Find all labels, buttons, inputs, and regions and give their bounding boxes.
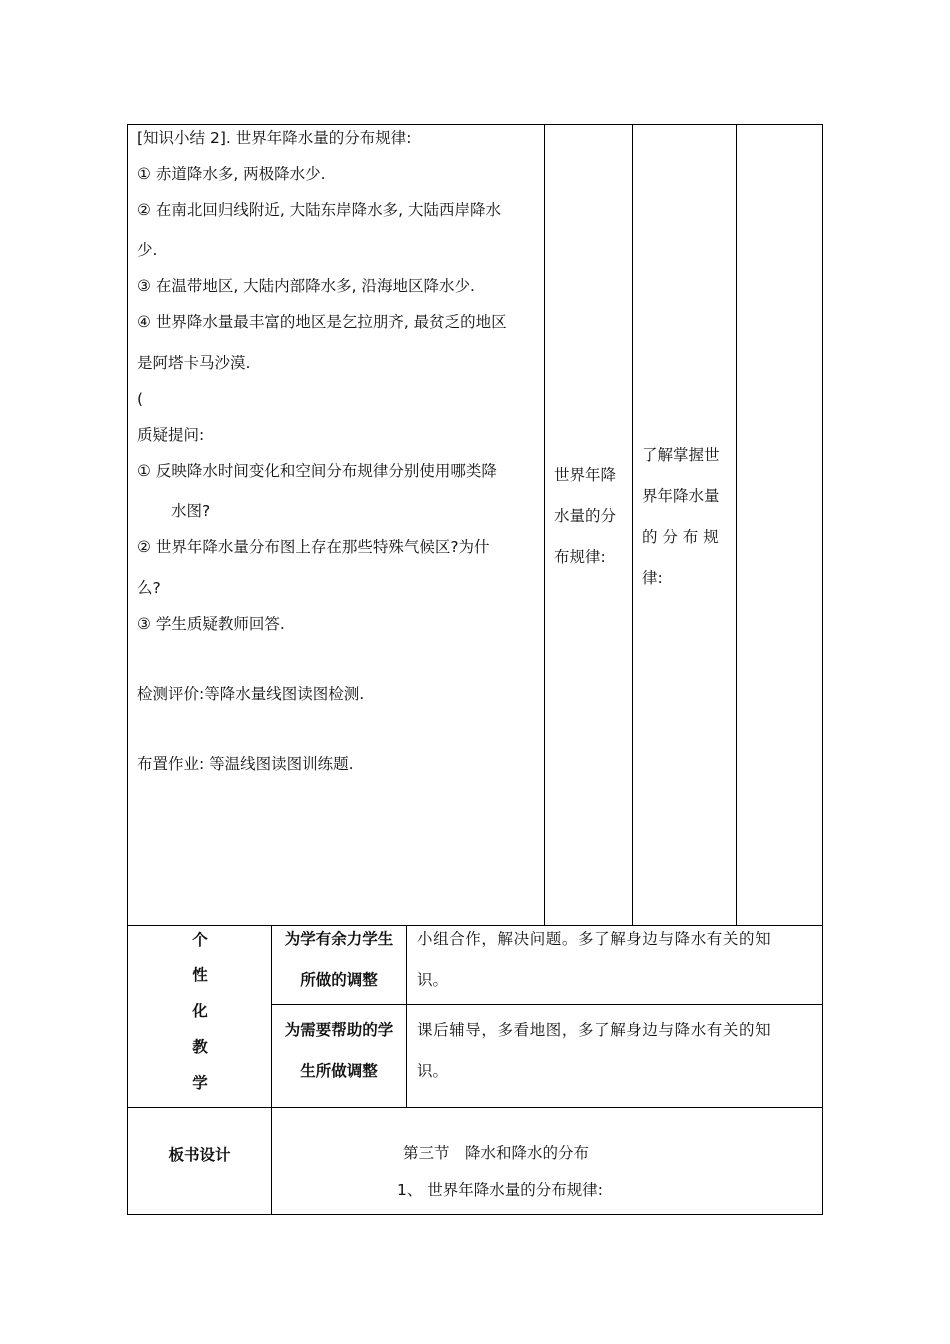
- content-column-line: 世界年降: [554, 466, 617, 484]
- content-column-line: 布规律:: [554, 548, 606, 566]
- support-students-label-cont: 生所做调整: [300, 1062, 378, 1080]
- personal-section: [127, 925, 823, 1108]
- column-divider: [544, 124, 545, 926]
- column-divider: [271, 1107, 272, 1215]
- personal-label-char: 学: [192, 1074, 208, 1092]
- evaluation-line: 检测评价:等降水量线图读图检测.: [137, 685, 365, 703]
- objective-column-line: 律:: [642, 569, 663, 587]
- personal-label-char: 性: [192, 966, 208, 984]
- board-line-point: 1、 世界年降水量的分布规律:: [397, 1181, 604, 1199]
- question-1: ① 反映降水时间变化和空间分布规律分别使用哪类降: [137, 462, 497, 480]
- question-heading: 质疑提问:: [137, 426, 205, 444]
- column-divider: [406, 925, 407, 1108]
- summary-point-2-cont: 少.: [137, 241, 158, 259]
- advanced-students-content: 小组合作，解决问题。多了解身边与降水有关的知: [417, 930, 772, 948]
- row-divider: [271, 1004, 823, 1005]
- question-3: ③ 学生质疑教师回答.: [137, 615, 285, 633]
- homework-line: 布置作业: 等温线图读图训练题.: [137, 755, 354, 773]
- content-column-line: 水量的分: [554, 507, 617, 525]
- column-divider: [632, 124, 633, 926]
- upper-table-section: [127, 124, 823, 926]
- question-2: ② 世界年降水量分布图上存在那些特殊气候区?为什: [137, 538, 490, 556]
- summary-point-1: ① 赤道降水多, 两极降水少.: [137, 165, 326, 183]
- summary-point-3: ③ 在温带地区, 大陆内部降水多, 沿海地区降水少.: [137, 277, 475, 295]
- summary-heading: [知识小结 2]. 世界年降水量的分布规律:: [137, 129, 412, 147]
- personal-label-char: 个: [192, 931, 208, 949]
- advanced-students-label: 为学有余力学生: [284, 930, 394, 948]
- support-students-content-cont: 识。: [417, 1062, 449, 1080]
- personal-label-char: 化: [192, 1002, 208, 1020]
- objective-column-line: 了解掌握世: [642, 446, 720, 464]
- column-divider: [736, 124, 737, 926]
- board-line-title: 第三节 降水和降水的分布: [403, 1144, 590, 1162]
- summary-point-4: ④ 世界降水量最丰富的地区是乞拉朋齐, 最贫乏的地区: [137, 313, 507, 331]
- summary-point-2: ② 在南北回归线附近, 大陆东岸降水多, 大陆西岸降水: [137, 201, 502, 219]
- question-2-cont: 么?: [137, 579, 161, 597]
- stray-parenthesis: (: [137, 390, 144, 408]
- support-students-label: 为需要帮助的学: [284, 1021, 394, 1039]
- board-design-label: 板书设计: [168, 1146, 231, 1164]
- objective-column-line: 的 分 布 规: [642, 528, 719, 546]
- personal-label-char: 教: [192, 1038, 208, 1056]
- advanced-students-content-cont: 识。: [417, 971, 449, 989]
- summary-point-4-cont: 是阿塔卡马沙漠.: [137, 354, 251, 372]
- support-students-content: 课后辅导，多看地图，多了解身边与降水有关的知: [417, 1021, 772, 1039]
- advanced-students-label-cont: 所做的调整: [300, 971, 378, 989]
- objective-column-line: 界年降水量: [642, 487, 720, 505]
- question-1-cont: 水图?: [171, 502, 211, 520]
